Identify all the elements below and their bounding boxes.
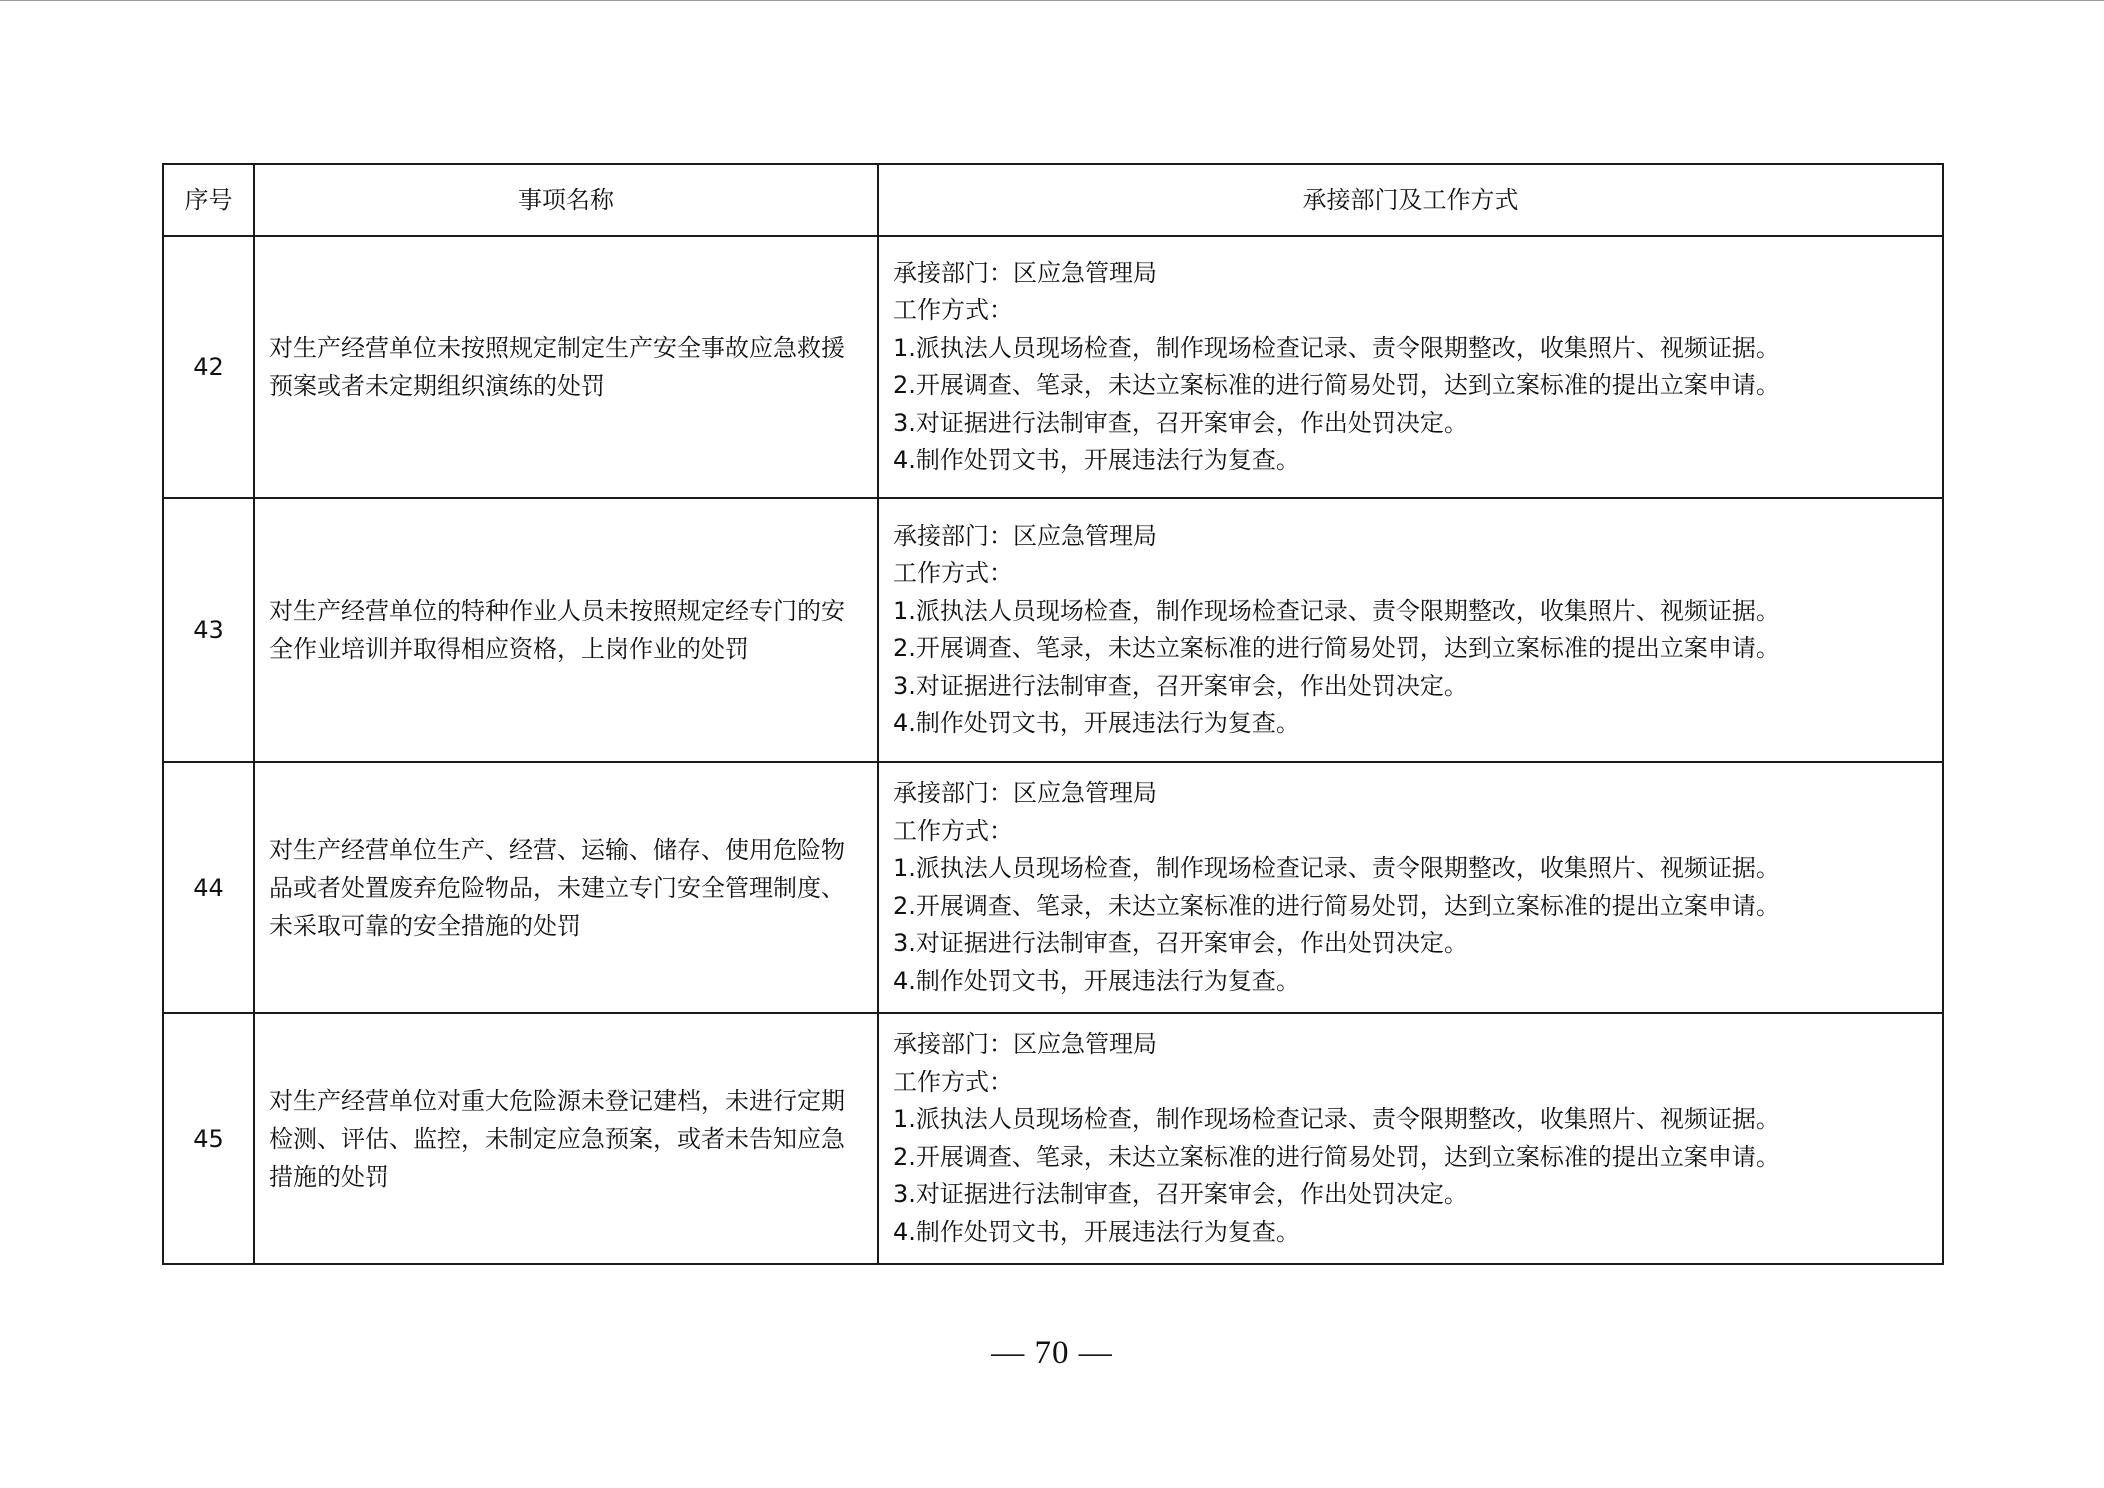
row-serial-number: 42: [163, 236, 254, 498]
header-serial-number: 序号: [163, 164, 254, 236]
method-step-1: 1.派执法人员现场检查，制作现场检查记录、责令限期整改，收集照片、视频证据。: [893, 854, 1780, 882]
method-step-4: 4.制作处罚文书，开展违法行为复查。: [893, 1217, 1300, 1246]
method-step-2: 2.开展调查、笔录，未达立案标准的进行简易处罚，达到立案标准的提出立案申请。: [893, 1142, 1780, 1171]
method-heading: 工作方式：: [893, 816, 1013, 845]
method-heading: 工作方式：: [893, 296, 1013, 324]
page-top-rule: [0, 0, 2104, 1]
department-line: 承接部门：区应急管理局: [893, 521, 1157, 550]
row-item-name: 对生产经营单位生产、经营、运输、储存、使用危险物品或者处置废弃危险物品，未建立专门安全管理制度、未采取可靠的安全措施的处罚: [254, 762, 878, 1013]
row-department-and-method: [878, 498, 1943, 762]
method-step-3: 3.对证据进行法制审查，召开案审会，作出处罚决定。: [893, 929, 1468, 957]
method-step-3: 3.对证据进行法制审查，召开案审会，作出处罚决定。: [893, 408, 1468, 437]
row-item-name: 对生产经营单位未按照规定制定生产安全事故应急救援预案或者未定期组织演练的处罚: [254, 236, 878, 498]
row-item-name: 对生产经营单位的特种作业人员未按照规定经专门的安全作业培训并取得相应资格，上岗作业的处罚: [254, 498, 878, 762]
method-step-1: 1.派执法人员现场检查，制作现场检查记录、责令限期整改，收集照片、视频证据。: [893, 333, 1780, 362]
method-step-3: 3.对证据进行法制审查，召开案审会，作出处罚决定。: [893, 671, 1468, 700]
method-heading: 工作方式：: [893, 1067, 1013, 1096]
method-step-2: 2.开展调查、笔录，未达立案标准的进行简易处罚，达到立案标准的提出立案申请。: [893, 891, 1780, 920]
table-row: [163, 498, 1943, 762]
method-step-3: 3.对证据进行法制审查，召开案审会，作出处罚决定。: [893, 1180, 1468, 1208]
row-department-and-method: [878, 1013, 1943, 1264]
method-step-4: 4.制作处罚文书，开展违法行为复查。: [893, 966, 1300, 995]
row-item-name: 对生产经营单位对重大危险源未登记建档，未进行定期检测、评估、监控，未制定应急预案，或者未告知应急措施的处罚: [254, 1013, 878, 1264]
row-serial-number: 43: [163, 498, 254, 762]
department-line: 承接部门：区应急管理局: [893, 258, 1157, 287]
method-heading: 工作方式：: [893, 559, 1013, 587]
header-row: [163, 164, 1943, 236]
method-step-1: 1.派执法人员现场检查，制作现场检查记录、责令限期整改，收集照片、视频证据。: [893, 1105, 1780, 1133]
department-line: 承接部门：区应急管理局: [893, 1030, 1157, 1058]
table-row: [163, 1013, 1943, 1264]
table-row: [163, 762, 1943, 1013]
row-serial-number: 44: [163, 762, 254, 1013]
method-step-4: 4.制作处罚文书，开展违法行为复查。: [893, 446, 1300, 474]
method-step-2: 2.开展调查、笔录，未达立案标准的进行简易处罚，达到立案标准的提出立案申请。: [893, 371, 1780, 399]
method-step-1: 1.派执法人员现场检查，制作现场检查记录、责令限期整改，收集照片、视频证据。: [893, 596, 1780, 625]
page-number: — 70 —: [991, 1335, 1113, 1371]
header-item-name: 事项名称: [254, 164, 878, 236]
table-body: [163, 236, 1943, 1264]
row-serial-number: 45: [163, 1013, 254, 1264]
header-department-and-method: 承接部门及工作方式: [878, 164, 1943, 236]
table-header: [163, 164, 1943, 236]
row-department-and-method: [878, 762, 1943, 1013]
method-step-4: 4.制作处罚文书，开展违法行为复查。: [893, 709, 1300, 737]
method-step-2: 2.开展调查、笔录，未达立案标准的进行简易处罚，达到立案标准的提出立案申请。: [893, 634, 1780, 662]
department-line: 承接部门：区应急管理局: [893, 779, 1157, 807]
matters-table: [162, 163, 1944, 1265]
table-row: [163, 236, 1943, 498]
row-department-and-method: [878, 236, 1943, 498]
